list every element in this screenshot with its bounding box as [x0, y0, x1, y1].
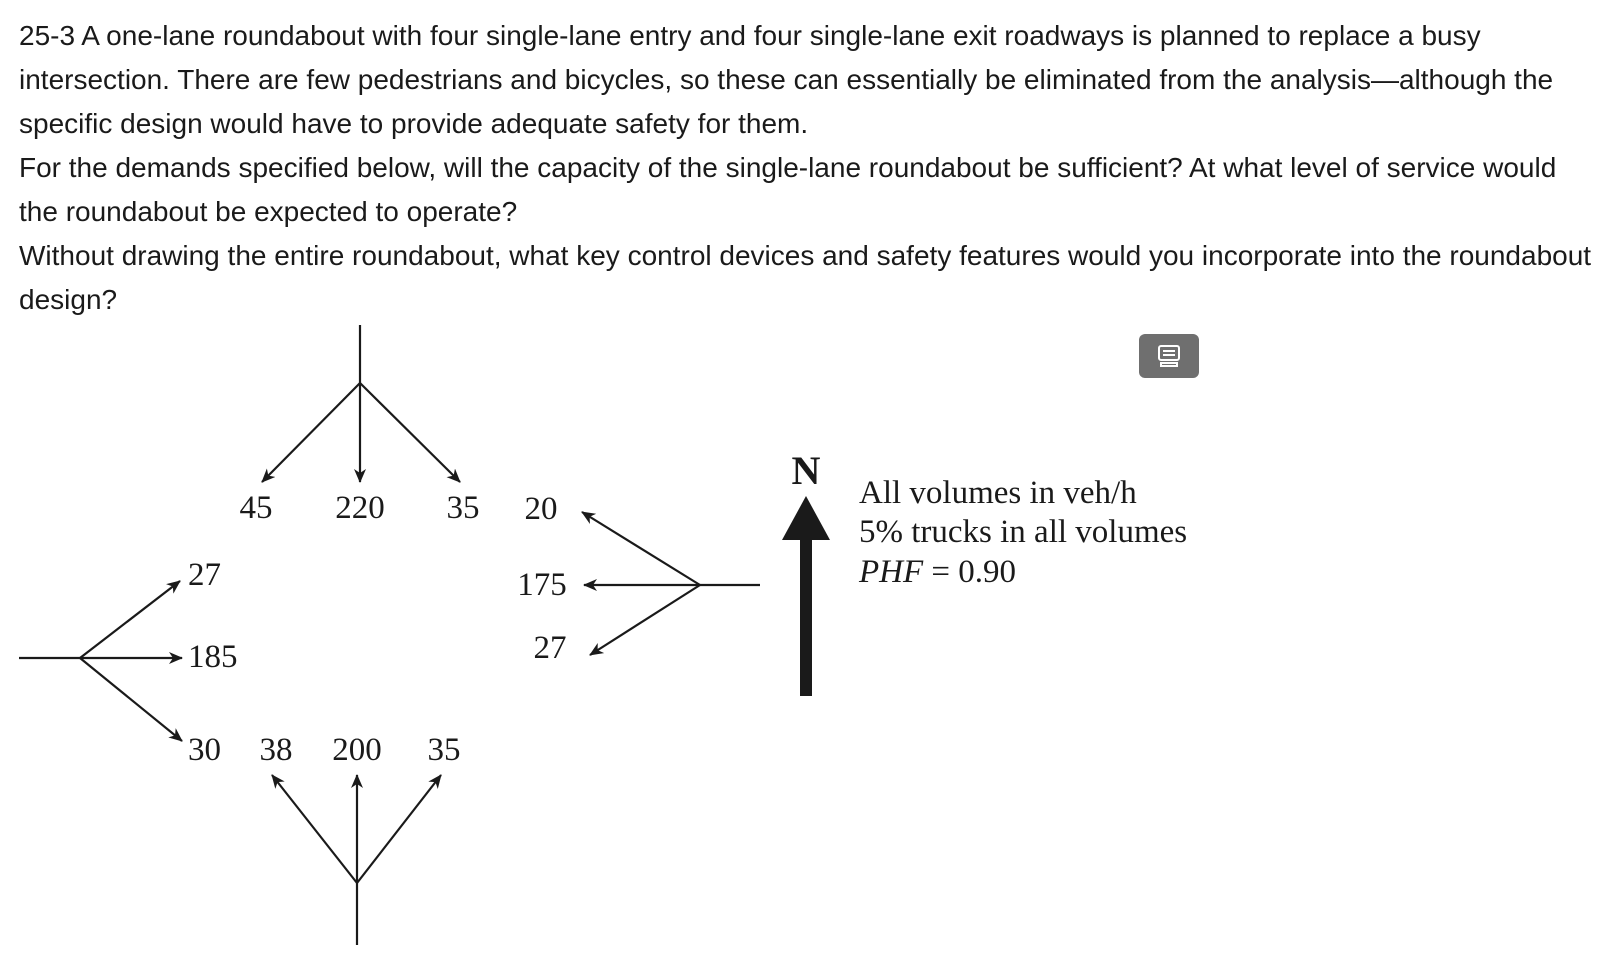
north-arrow-head: [782, 496, 830, 540]
southbound-left-arrow: [360, 383, 460, 482]
diagram-notes: [858, 475, 1187, 590]
south-approach: [272, 775, 441, 945]
north-arrow: [782, 448, 830, 696]
eastbound-left-arrow: [80, 581, 180, 658]
eastbound-through-volume: 185: [188, 639, 238, 675]
southbound-left-volume: 35: [446, 490, 480, 526]
westbound-left-volume: 27: [533, 630, 567, 666]
north-approach: [262, 325, 460, 482]
note-phf: [858, 554, 1016, 590]
problem-paragraph-3: Without drawing the entire roundabout, what key control devices and safety features would you incorporate into the roundabout design?: [19, 240, 1592, 315]
southbound-right-volume: 45: [239, 490, 273, 526]
east-approach: [582, 512, 760, 655]
northbound-through-volume: 200: [332, 732, 382, 768]
comment-icon: [1157, 344, 1181, 368]
southbound-through-volume: 220: [335, 490, 385, 526]
note-volume-units: All volumes in veh/h: [859, 475, 1137, 511]
north-arrow-label: N: [791, 448, 821, 493]
southbound-right-arrow: [262, 383, 360, 482]
northbound-right-arrow: [357, 775, 441, 883]
west-approach: [19, 581, 182, 741]
northbound-left-arrow: [272, 775, 357, 883]
northbound-right-volume: 35: [427, 732, 461, 768]
eastbound-left-volume: 27: [188, 557, 221, 593]
eastbound-right-volume: 30: [188, 732, 221, 768]
phf-symbol: PHF: [859, 554, 924, 590]
westbound-through-volume: 175: [517, 567, 567, 603]
northbound-left-volume: 38: [259, 732, 293, 768]
north-arrow-shaft: [800, 538, 812, 696]
note-truck-percentage: 5% trucks in all volumes: [859, 514, 1188, 550]
phf-value: = 0.90: [923, 554, 1017, 590]
westbound-right-arrow: [582, 512, 700, 585]
comment-button[interactable]: [1139, 334, 1199, 378]
eastbound-right-arrow: [80, 658, 182, 741]
westbound-left-arrow: [590, 585, 700, 655]
problem-paragraph-1: 25-3 A one-lane roundabout with four single-lane entry and four single-lane exit roadways is planned to replace a busy intersection. There are few pedestrians and bicycles, so these can essentially be eliminated from the analysis—although the specific design would have to provide adequate safety for them.: [19, 20, 1554, 139]
westbound-right-volume: 20: [524, 491, 558, 527]
problem-paragraph-2: For the demands specified below, will the capacity of the single-lane roundabout be sufficient? At what level of service would the roundabout be expected to operate?: [19, 152, 1557, 227]
